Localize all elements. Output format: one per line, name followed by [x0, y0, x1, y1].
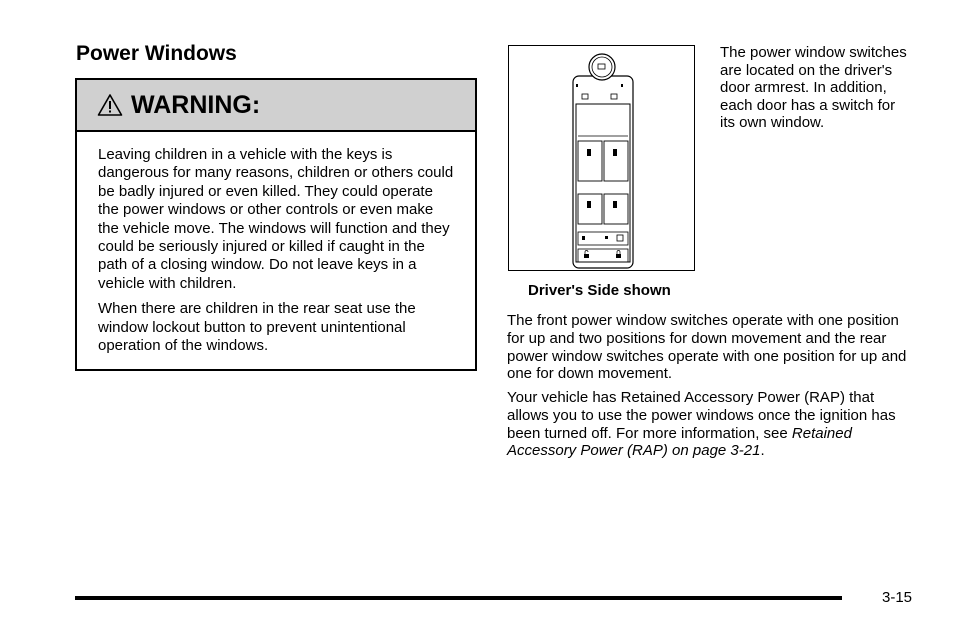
warning-header [77, 80, 475, 132]
rap-text: Your vehicle has Retained Accessory Power (RAP) that allows you to use the power windows once the ignition has been turned off. For more information, see [507, 389, 896, 442]
figure-caption: Driver's Side shown [528, 282, 671, 299]
body-paragraph-rap [507, 389, 917, 460]
warning-paragraph: When there are children in the rear seat use the window lockout button to prevent unintentional operation of the windows. [98, 300, 416, 355]
warning-triangle-icon [97, 93, 123, 117]
rap-text-end: . [760, 442, 765, 460]
footer-rule [75, 596, 842, 600]
warning-title: WARNING: [131, 90, 261, 119]
power-window-switch-illustration [509, 46, 696, 272]
page-number: 3-15 [882, 589, 913, 606]
switch-panel-figure [508, 45, 695, 271]
section-title: Power Windows [76, 42, 237, 65]
warning-body [77, 132, 475, 355]
rap-cross-reference: Retained Accessory Power (RAP) on page 3-21 [507, 424, 852, 460]
warning-paragraph: Leaving children in a vehicle with the keys is dangerous for many reasons, children or others could be badly injured or even killed. They could operate the power windows or other controls or even make the vehicle move. The windows will function and they could be seriously injured or killed if caught in the path of a closing window. Do not leave keys in a vehicle with children. [98, 146, 454, 292]
body-paragraph-switches: The front power window switches operate with one position for up and two positions for down movement and the rear power window switches operate with one position for up and one for down movement. [507, 312, 907, 383]
figure-side-note: The power window switches are located on the driver's door armrest. In addition, each door has a switch for its own window. [720, 44, 907, 132]
warning-box [75, 78, 477, 371]
